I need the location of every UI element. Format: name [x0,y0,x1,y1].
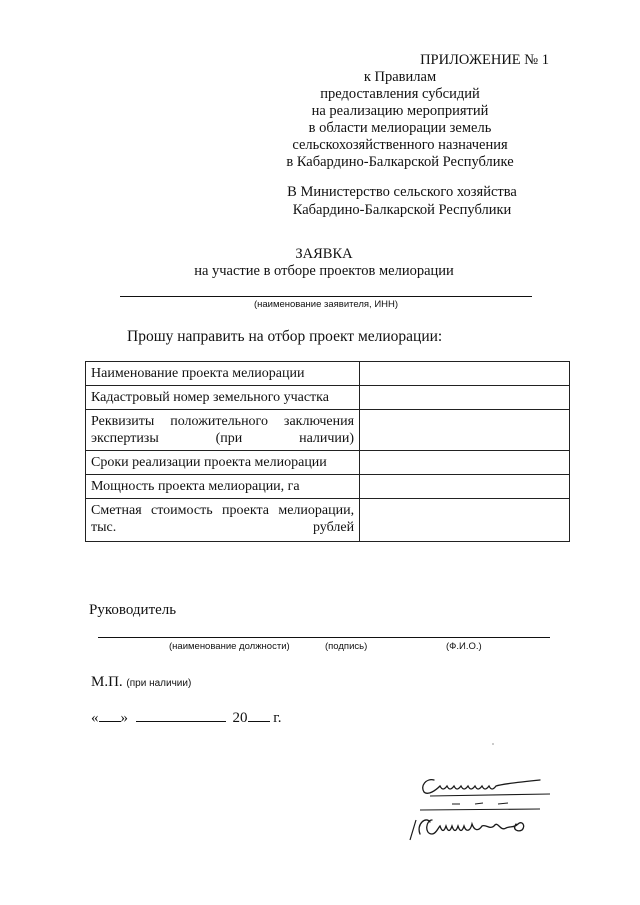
month-blank[interactable] [136,707,226,722]
table-row [86,386,570,410]
caption-name: (Ф.И.О.) [446,641,482,652]
applicant-caption: (наименование заявителя, ИНН) [253,299,399,310]
table-row [86,410,570,451]
appendix-line: к Правилам [363,69,437,85]
row-label: Наименование проекта мелиорации [86,362,360,386]
applicant-fill-line[interactable] [120,296,532,297]
row-value-cell[interactable] [360,386,570,410]
date-close-quote: » [120,710,128,726]
caption-position: (наименование должности) [169,641,290,652]
row-value-cell[interactable] [360,499,570,542]
row-label: Сметная стоимость проекта мелиорации, тыс. рублей [86,499,360,542]
addressee-block [252,183,552,219]
stamp-place [91,674,191,691]
row-label: Кадастровый номер земельного участка [86,386,360,410]
table-row [86,475,570,499]
year-prefix: 20 [232,710,248,726]
request-text: Прошу направить на отбор проект мелиорации: [127,328,443,345]
stamp-label: М.П. [91,674,123,690]
caption-signature: (подпись) [325,641,368,652]
head-label: Руководитель [89,602,177,618]
stamp-note: (при наличии) [126,678,192,689]
document-title [150,246,498,280]
appendix-line: в области мелиорации земель [308,120,492,136]
appendix-block [250,52,550,171]
appendix-line: в Кабардино-Балкарской Республике [286,154,514,170]
row-value-cell[interactable] [360,410,570,451]
row-label: Сроки реализации проекта мелиорации [86,451,360,475]
date-open-quote: « [91,710,99,726]
title-subtitle: на участие в отборе проектов мелиорации [194,263,454,279]
appendix-line: сельскохозяйственного назначения [292,137,508,153]
appendix-heading: ПРИЛОЖЕНИЕ № 1 [420,52,549,68]
scan-speck [492,743,494,745]
table-row [86,499,570,542]
melioration-table [85,361,570,542]
year-blank[interactable] [248,707,270,722]
table-row [86,362,570,386]
addressee-line-2: Кабардино-Балкарской Республики [292,202,512,218]
addressee-line-1: В Министерство сельского хозяйства [287,184,517,200]
row-label: Реквизиты положительного заключения экспертизы (при наличии) [86,410,360,451]
title-main: ЗАЯВКА [295,246,353,262]
handwritten-signature [390,760,570,850]
year-suffix: г. [273,710,282,726]
row-value-cell[interactable] [360,451,570,475]
date-row [91,707,281,727]
table-row [86,451,570,475]
row-label: Мощность проекта мелиорации, га [86,475,360,499]
day-blank[interactable] [99,707,121,722]
appendix-line: предоставления субсидий [320,86,480,102]
row-value-cell[interactable] [360,475,570,499]
appendix-line: на реализацию мероприятий [311,103,489,119]
signature-fill-line[interactable] [98,637,550,638]
row-value-cell[interactable] [360,362,570,386]
